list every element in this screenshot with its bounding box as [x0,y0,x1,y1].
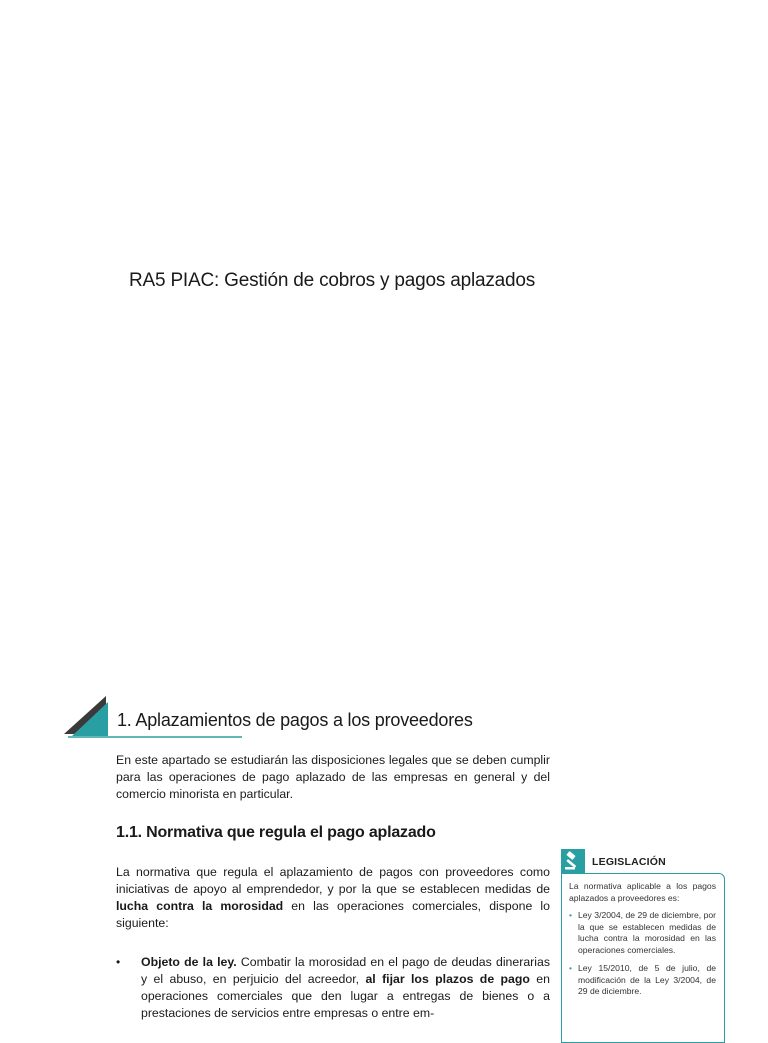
legislation-bullet: • [569,963,573,973]
legislation-item [569,963,716,998]
legislation-sidebar [561,849,727,1039]
normativa-text-start: La normativa que regula el aplazamiento de pagos con proveedores como iniciativas de apoyo al emprendedor, y por la que se establecen medidas de [116,865,550,896]
legislation-header [561,849,727,875]
legislation-item [569,910,716,956]
legislation-intro: La normativa aplicable a los pagos aplazados a proveedores es: [569,881,716,903]
normativa-text-end: en las operaciones comerciales, dispone lo siguiente: [116,899,550,930]
legislation-bullet: • [569,910,573,920]
bullet-list [116,954,550,1022]
legislation-item-text: Ley 15/2010, de 5 de julio, de modificación de la Ley 3/2004, de 29 de diciembre. [578,963,716,996]
bullet-bold-mid: al fijar los plazos de pago [365,972,530,986]
normativa-bold: lucha contra la morosidad [116,899,284,913]
section-header [60,692,560,742]
bullet-text-1: Combatir la morosidad en el pago de deudas dinerarias y el abuso, en perjuicio del acreedor, [141,955,550,986]
normativa-paragraph [116,864,550,932]
subsection-title: 1.1. Normativa que regula el pago aplazado [116,824,436,841]
legislation-heading: LEGISLACIÓN [592,856,666,868]
bullet-marker: • [116,955,121,969]
list-item [116,954,550,1022]
document-title: RA5 PIAC: Gestión de cobros y pagos aplazados [129,270,536,291]
legislation-list [569,910,716,998]
bullet-text-2: en operaciones comerciales que den lugar a entregas de bienes o a prestaciones de servicios entre empresas o entre em- [141,972,550,1020]
section-title: 1. Aplazamientos de pagos a los proveedores [117,710,473,730]
legislation-item-text: Ley 3/2004, de 29 de diciembre, por la que se establecen medidas de lucha contra la morosidad en las operaciones comerciales. [578,910,716,955]
legislation-content [561,873,725,1043]
bullet-bold-lead: Objeto de la ley. [141,955,237,969]
gavel-icon [561,849,585,873]
intro-paragraph: En este apartado se estudiarán las disposiciones legales que se deben cumplir para las operaciones de pago aplazado de las empresas en general y del comercio minorista en particular. [116,753,550,801]
